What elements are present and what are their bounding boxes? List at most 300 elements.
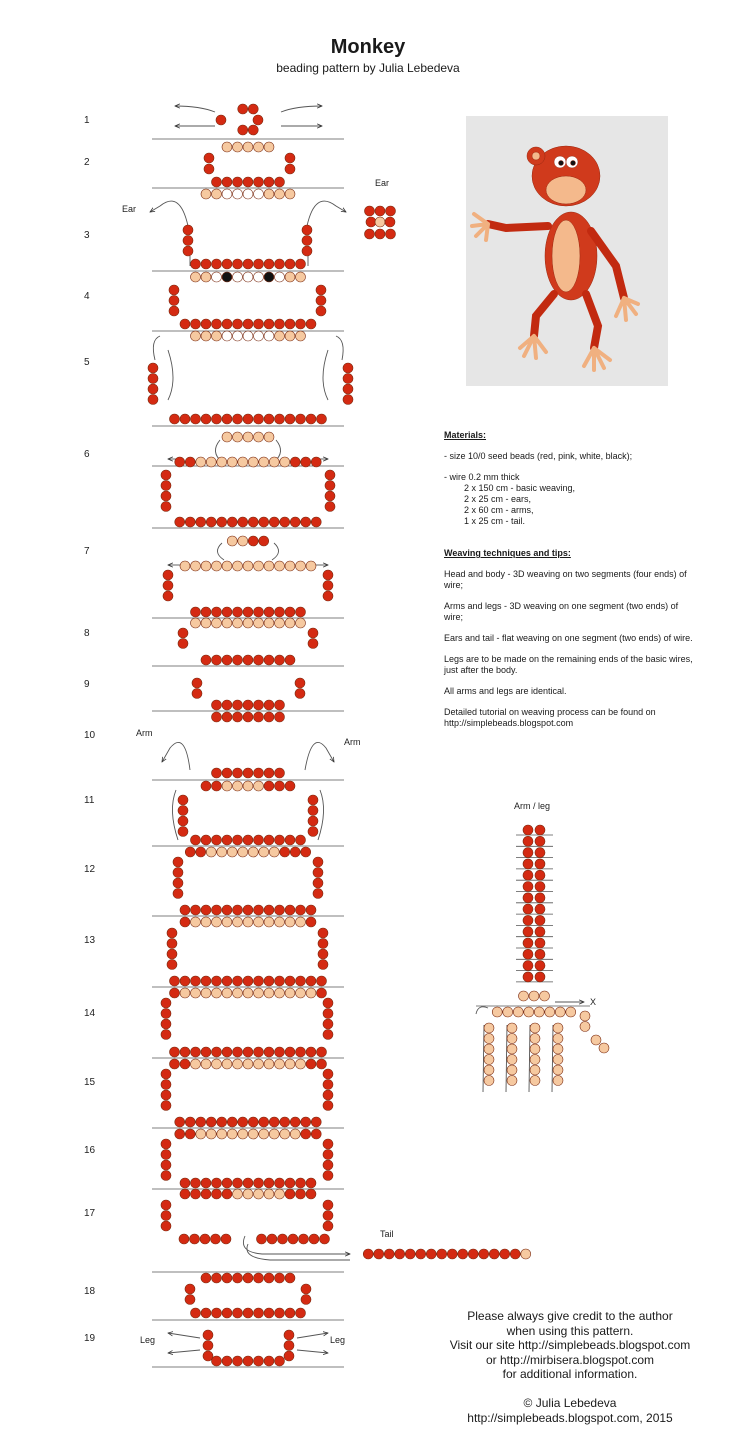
bead: [323, 1160, 333, 1170]
bead: [264, 988, 274, 998]
bead: [201, 1189, 211, 1199]
bead: [535, 915, 545, 925]
bead: [222, 618, 232, 628]
bead: [529, 991, 539, 1001]
bead: [285, 1308, 295, 1318]
bead: [507, 1023, 517, 1033]
wire-item: 2 x 60 cm - arms,: [464, 505, 534, 515]
bead: [233, 700, 243, 710]
bead: [264, 272, 274, 282]
bead: [201, 259, 211, 269]
bead: [308, 827, 318, 837]
bead: [238, 104, 248, 114]
bead: [243, 414, 253, 424]
bead: [284, 1330, 294, 1340]
bead: [553, 1065, 563, 1075]
bead: [233, 1273, 243, 1283]
bead: [535, 882, 545, 892]
bead: [243, 561, 253, 571]
bead: [275, 976, 285, 986]
bead: [296, 561, 306, 571]
bead: [170, 1047, 180, 1057]
bead: [243, 618, 253, 628]
bead: [275, 272, 285, 282]
bead: [161, 1139, 171, 1149]
bead: [535, 825, 545, 835]
bead: [507, 1034, 517, 1044]
bead: [553, 1055, 563, 1065]
bead: [178, 628, 188, 638]
bead: [243, 1308, 253, 1318]
bead: [264, 414, 274, 424]
bead: [161, 481, 171, 491]
bead: [191, 905, 201, 915]
tip: Arms and legs - 3D weaving on one segment (two ends) of wire;: [444, 601, 679, 622]
bead: [264, 561, 274, 571]
bead: [296, 988, 306, 998]
bead: [269, 517, 279, 527]
bead: [285, 1059, 295, 1069]
bead: [259, 457, 269, 467]
bead: [296, 835, 306, 845]
bead: [212, 1178, 222, 1188]
bead: [363, 1249, 373, 1259]
bead: [540, 991, 550, 1001]
bead: [254, 1059, 264, 1069]
bead: [196, 457, 206, 467]
bead: [222, 917, 232, 927]
bead: [301, 457, 311, 467]
bead: [254, 618, 264, 628]
bead: [317, 414, 327, 424]
bead: [301, 1129, 311, 1139]
bead: [148, 374, 158, 384]
bead: [180, 905, 190, 915]
wire-path: [168, 350, 173, 400]
bead: [183, 225, 193, 235]
bead: [161, 1019, 171, 1029]
bead: [275, 177, 285, 187]
bead: [178, 816, 188, 826]
bead: [201, 976, 211, 986]
bead: [323, 998, 333, 1008]
bead: [222, 768, 232, 778]
bead: [285, 164, 295, 174]
bead: [285, 272, 295, 282]
bead: [161, 502, 171, 512]
bead: [161, 1211, 171, 1221]
bead: [534, 1007, 544, 1017]
bead: [233, 905, 243, 915]
bead: [301, 1117, 311, 1127]
bead: [275, 835, 285, 845]
bead: [308, 806, 318, 816]
ear-label: Ear: [122, 204, 137, 214]
bead: [191, 1178, 201, 1188]
bead: [243, 988, 253, 998]
wire-path: [336, 336, 343, 360]
bead: [264, 781, 274, 791]
techniques-heading: Weaving techniques and tips:: [444, 548, 571, 558]
bead: [238, 517, 248, 527]
bead: [243, 319, 253, 329]
bead: [285, 835, 295, 845]
bead: [555, 1007, 565, 1017]
bead: [275, 768, 285, 778]
bead: [535, 870, 545, 880]
bead: [290, 847, 300, 857]
bead: [323, 1101, 333, 1111]
bead: [233, 835, 243, 845]
bead: [285, 976, 295, 986]
bead: [385, 217, 395, 227]
bead: [254, 331, 264, 341]
bead: [227, 457, 237, 467]
bead: [264, 835, 274, 845]
bead: [167, 939, 177, 949]
bead: [201, 781, 211, 791]
row-number: 6: [84, 449, 90, 460]
bead: [179, 1234, 189, 1244]
bead: [201, 1047, 211, 1057]
bead: [254, 835, 264, 845]
bead: [323, 1171, 333, 1181]
bead: [233, 781, 243, 791]
bead: [280, 517, 290, 527]
row-number: 18: [84, 1286, 96, 1297]
bead: [530, 1055, 540, 1065]
bead: [275, 917, 285, 927]
bead: [222, 432, 232, 442]
bead: [180, 1178, 190, 1188]
bead: [233, 976, 243, 986]
bead: [191, 319, 201, 329]
bead: [285, 1273, 295, 1283]
copyright-line: © Julia Lebedeva: [523, 1396, 617, 1410]
bead: [535, 927, 545, 937]
wire-path: [217, 543, 224, 560]
bead: [212, 781, 222, 791]
bead: [306, 319, 316, 329]
bead: [191, 259, 201, 269]
bead: [233, 259, 243, 269]
bead: [212, 259, 222, 269]
bead: [275, 618, 285, 628]
bead: [323, 591, 333, 601]
bead: [175, 1129, 185, 1139]
bead: [180, 1047, 190, 1057]
bead: [196, 517, 206, 527]
bead: [212, 1308, 222, 1318]
bead: [308, 816, 318, 826]
bead: [285, 1189, 295, 1199]
bead: [254, 768, 264, 778]
bead: [200, 1234, 210, 1244]
bead: [183, 236, 193, 246]
bead: [212, 768, 222, 778]
bead: [222, 976, 232, 986]
bead: [178, 795, 188, 805]
bead: [296, 905, 306, 915]
bead: [191, 1059, 201, 1069]
bead: [201, 607, 211, 617]
bead: [203, 1330, 213, 1340]
row-number: 8: [84, 628, 90, 639]
bead: [180, 917, 190, 927]
bead: [222, 259, 232, 269]
bead: [535, 859, 545, 869]
bead: [264, 618, 274, 628]
bead: [492, 1007, 502, 1017]
bead: [201, 917, 211, 927]
bead: [222, 712, 232, 722]
bead: [238, 536, 248, 546]
bead: [233, 1308, 243, 1318]
bead: [243, 1059, 253, 1069]
row-number: 2: [84, 157, 90, 168]
wire-path: [150, 201, 188, 226]
bead: [191, 1308, 201, 1318]
bead: [318, 949, 328, 959]
bead: [308, 639, 318, 649]
bead: [180, 414, 190, 424]
bead: [259, 1129, 269, 1139]
bead: [264, 1356, 274, 1366]
bead: [484, 1065, 494, 1075]
bead: [170, 414, 180, 424]
bead: [285, 905, 295, 915]
bead: [323, 1150, 333, 1160]
bead: [201, 414, 211, 424]
bead: [206, 517, 216, 527]
bead: [161, 1080, 171, 1090]
bead: [302, 225, 312, 235]
bead: [318, 960, 328, 970]
bead: [284, 1341, 294, 1351]
bead: [311, 517, 321, 527]
bead: [233, 414, 243, 424]
bead: [323, 1211, 333, 1221]
wire-path: [272, 543, 279, 560]
bead: [535, 949, 545, 959]
bead: [254, 781, 264, 791]
bead: [278, 1234, 288, 1244]
bead: [306, 1047, 316, 1057]
bead: [302, 246, 312, 256]
bead: [163, 581, 173, 591]
bead: [484, 1034, 494, 1044]
bead: [233, 917, 243, 927]
bead: [180, 988, 190, 998]
bead: [185, 1117, 195, 1127]
bead: [233, 1047, 243, 1057]
bead: [306, 1178, 316, 1188]
bead: [285, 331, 295, 341]
bead: [285, 781, 295, 791]
bead: [191, 1047, 201, 1057]
bead: [301, 847, 311, 857]
bead: [254, 700, 264, 710]
bead: [170, 976, 180, 986]
bead: [254, 655, 264, 665]
bead: [269, 847, 279, 857]
bead: [201, 1178, 211, 1188]
bead: [317, 976, 327, 986]
row-number: 10: [84, 730, 96, 741]
wire-arrow: [168, 1350, 200, 1353]
bead: [275, 781, 285, 791]
bead: [180, 1059, 190, 1069]
bead: [296, 976, 306, 986]
bead: [233, 655, 243, 665]
tip: Legs are to be made on the remaining ends of the basic wires, just after the body.: [444, 654, 693, 675]
bead: [275, 189, 285, 199]
bead: [254, 1178, 264, 1188]
bead: [285, 618, 295, 628]
bead: [523, 848, 533, 858]
wire-item: 2 x 150 cm - basic weaving,: [464, 483, 576, 493]
bead: [507, 1055, 517, 1065]
bead: [264, 259, 274, 269]
bead: [212, 988, 222, 998]
bead: [191, 1189, 201, 1199]
arm-label: Arm: [344, 737, 361, 747]
bead: [254, 189, 264, 199]
bead: [523, 927, 533, 937]
bead: [275, 319, 285, 329]
bead: [233, 607, 243, 617]
bead: [173, 878, 183, 888]
wire-arrow: [297, 1333, 328, 1338]
bead: [227, 1117, 237, 1127]
bead: [521, 1249, 531, 1259]
bead: [196, 847, 206, 857]
bead: [185, 1129, 195, 1139]
bead: [222, 655, 232, 665]
bead: [191, 988, 201, 998]
bead: [325, 481, 335, 491]
bead: [264, 1308, 274, 1318]
bead: [201, 561, 211, 571]
bead: [204, 164, 214, 174]
bead: [535, 938, 545, 948]
bead: [437, 1249, 447, 1259]
bead: [212, 905, 222, 915]
bead: [254, 712, 264, 722]
bead: [243, 607, 253, 617]
credit-line: for additional information.: [502, 1367, 638, 1381]
bead: [295, 689, 305, 699]
bead: [386, 229, 396, 239]
bead: [301, 1295, 311, 1305]
bead: [269, 1117, 279, 1127]
bead: [222, 177, 232, 187]
bead: [201, 272, 211, 282]
bead: [535, 893, 545, 903]
bead: [295, 678, 305, 688]
bead: [243, 712, 253, 722]
materials-heading: Materials:: [444, 430, 487, 440]
bead: [238, 847, 248, 857]
bead: [254, 142, 264, 152]
bead: [375, 206, 385, 216]
bead: [180, 1189, 190, 1199]
bead: [238, 1117, 248, 1127]
bead: [233, 561, 243, 571]
bead: [523, 882, 533, 892]
bead: [243, 655, 253, 665]
ear-label: Ear: [375, 178, 390, 188]
bead: [296, 1189, 306, 1199]
bead: [500, 1249, 510, 1259]
bead: [201, 835, 211, 845]
bead: [238, 457, 248, 467]
bead: [212, 700, 222, 710]
bead: [285, 153, 295, 163]
bead: [185, 457, 195, 467]
bead: [248, 104, 258, 114]
bead: [243, 917, 253, 927]
bead: [426, 1249, 436, 1259]
bead: [222, 142, 232, 152]
bead: [296, 1178, 306, 1188]
bead: [254, 1308, 264, 1318]
credit-line: or http://mirbisera.blogspot.com: [485, 1352, 655, 1367]
bead: [316, 296, 326, 306]
bead: [173, 857, 183, 867]
tip: All arms and legs are identical.: [444, 686, 567, 696]
bead: [535, 848, 545, 858]
bead: [254, 414, 264, 424]
bead: [222, 331, 232, 341]
bead: [243, 781, 253, 791]
bead: [201, 1059, 211, 1069]
bead: [167, 949, 177, 959]
bead: [175, 1117, 185, 1127]
bead: [201, 655, 211, 665]
bead: [206, 457, 216, 467]
bead: [264, 655, 274, 665]
row-number: 11: [84, 795, 95, 806]
bead: [510, 1249, 520, 1259]
bead: [523, 915, 533, 925]
bead: [212, 177, 222, 187]
wire-path: [153, 336, 160, 360]
bead: [553, 1076, 563, 1086]
bead: [313, 857, 323, 867]
bead: [196, 1129, 206, 1139]
bead: [233, 272, 243, 282]
bead: [191, 917, 201, 927]
bead: [306, 414, 316, 424]
bead: [386, 206, 396, 216]
bead: [301, 1284, 311, 1294]
bead: [212, 835, 222, 845]
bead: [484, 1055, 494, 1065]
row-number: 9: [84, 679, 90, 690]
bead: [161, 1069, 171, 1079]
wire-path: [172, 790, 178, 840]
bead: [264, 432, 274, 442]
tip: Head and body - 3D weaving on two segments (four ends) of wire;: [444, 569, 687, 590]
bead: [285, 1178, 295, 1188]
materials-wire: - wire 0.2 mm thick: [444, 472, 520, 482]
bead: [233, 319, 243, 329]
bead: [323, 1019, 333, 1029]
wire-path: [476, 1007, 488, 1014]
bead: [535, 904, 545, 914]
bead: [254, 177, 264, 187]
